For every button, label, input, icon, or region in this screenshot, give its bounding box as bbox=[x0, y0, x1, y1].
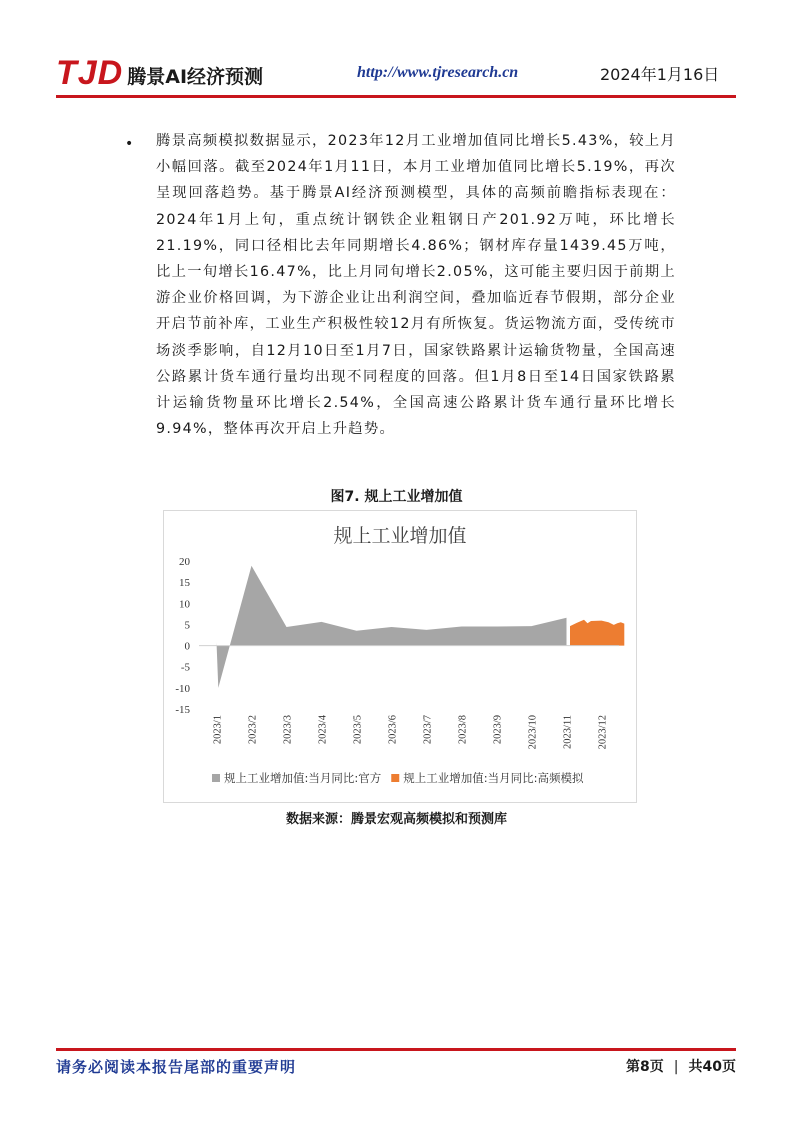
x-tick-label: 2023/8 bbox=[457, 715, 469, 745]
legend-label-official: 规上工业增加值:当月同比:官方 bbox=[224, 771, 382, 785]
x-tick-label: 2023/1 bbox=[212, 715, 224, 745]
page-separator: | bbox=[673, 1059, 679, 1075]
page-total: 共40页 bbox=[688, 1059, 736, 1075]
data-source: 数据来源：腾景宏观高频模拟和预测库 bbox=[285, 812, 507, 827]
footer-divider bbox=[56, 1048, 736, 1051]
area-chart bbox=[164, 511, 636, 802]
logo-mark: TJD bbox=[56, 54, 124, 92]
x-tick-label: 2023/12 bbox=[597, 715, 609, 750]
disclaimer-text: 请务必阅读本报告尾部的重要声明 bbox=[56, 1058, 297, 1076]
y-tick-label: 20 bbox=[179, 556, 190, 568]
header-divider bbox=[56, 95, 736, 98]
bullet-marker: • bbox=[125, 136, 134, 152]
x-tick-label: 2023/5 bbox=[352, 715, 364, 745]
page-indicator bbox=[626, 1056, 736, 1076]
report-date: 2024年1月16日 bbox=[600, 65, 720, 84]
body-paragraph: 腾景高频模拟数据显示，2023年12月工业增加值同比增长5.43%，较上月小幅回落。截至2024年1月11日，本月工业增加值同比增长5.19%，再次呈现回落趋势。基于腾景AI经济预测模型，具体的高频前瞻指标表现在：2024年1月上旬，重点统计钢铁企业粗钢日产201.92万吨，环比增长21.19%，同口径相比去年同期增长4.86%；钢材库存量1439.45万吨，比上一旬增长16.47%，比上月同旬增长2.05%，这可能主要归因于前期上游企业价格回调，为下游企业让出利润空间，叠加临近春节假期，部分企业开启节前补库，工业生产积极性较12月有所恢复。货运物流方面，受传统市场淡季影响，自12月10日至1月7日，国家铁路累计运输货物量，全国高速公路累计货车通行量均出现不同程度的回落。但1月8日至14日国家铁路累计运输货物量环比增长2.54%，全国高速公路累计货车通行量环比增长9.94%，整体再次开启上升趋势。 bbox=[156, 133, 676, 438]
legend-label-simulated: 规上工业增加值:当月同比:高频模拟 bbox=[403, 771, 584, 785]
brand-logo[interactable] bbox=[56, 56, 263, 90]
page-header bbox=[0, 0, 793, 100]
y-tick-label: -15 bbox=[175, 704, 190, 716]
x-tick-label: 2023/3 bbox=[282, 715, 294, 745]
legend-swatch-simulated bbox=[391, 774, 399, 782]
website-link[interactable]: http://www.tjresearch.cn bbox=[357, 64, 519, 81]
y-tick-label: 15 bbox=[179, 577, 190, 590]
legend-swatch-official bbox=[212, 774, 220, 782]
chart-title: 规上工业增加值 bbox=[333, 525, 467, 547]
page-current: 第8页 bbox=[626, 1059, 664, 1075]
x-tick-label: 2023/6 bbox=[387, 715, 399, 745]
x-tick-label: 2023/9 bbox=[492, 715, 504, 745]
x-tick-label: 2023/4 bbox=[317, 715, 329, 745]
logo-text: 腾景AI经济预测 bbox=[127, 65, 264, 88]
y-tick-label: 10 bbox=[179, 598, 190, 611]
series-official-area bbox=[217, 566, 567, 688]
y-tick-label: -10 bbox=[175, 682, 190, 695]
x-tick-label: 2023/10 bbox=[527, 715, 539, 750]
chart-container bbox=[163, 510, 637, 803]
y-tick-label: 5 bbox=[184, 619, 190, 632]
figure-caption: 图7. 规上工业增加值 bbox=[330, 489, 463, 505]
series-simulated-area bbox=[570, 620, 624, 646]
x-tick-label: 2023/11 bbox=[562, 715, 574, 750]
x-tick-label: 2023/2 bbox=[247, 715, 259, 745]
y-tick-label: -5 bbox=[180, 661, 190, 674]
x-tick-label: 2023/7 bbox=[422, 715, 434, 745]
y-tick-label: 0 bbox=[184, 640, 190, 653]
